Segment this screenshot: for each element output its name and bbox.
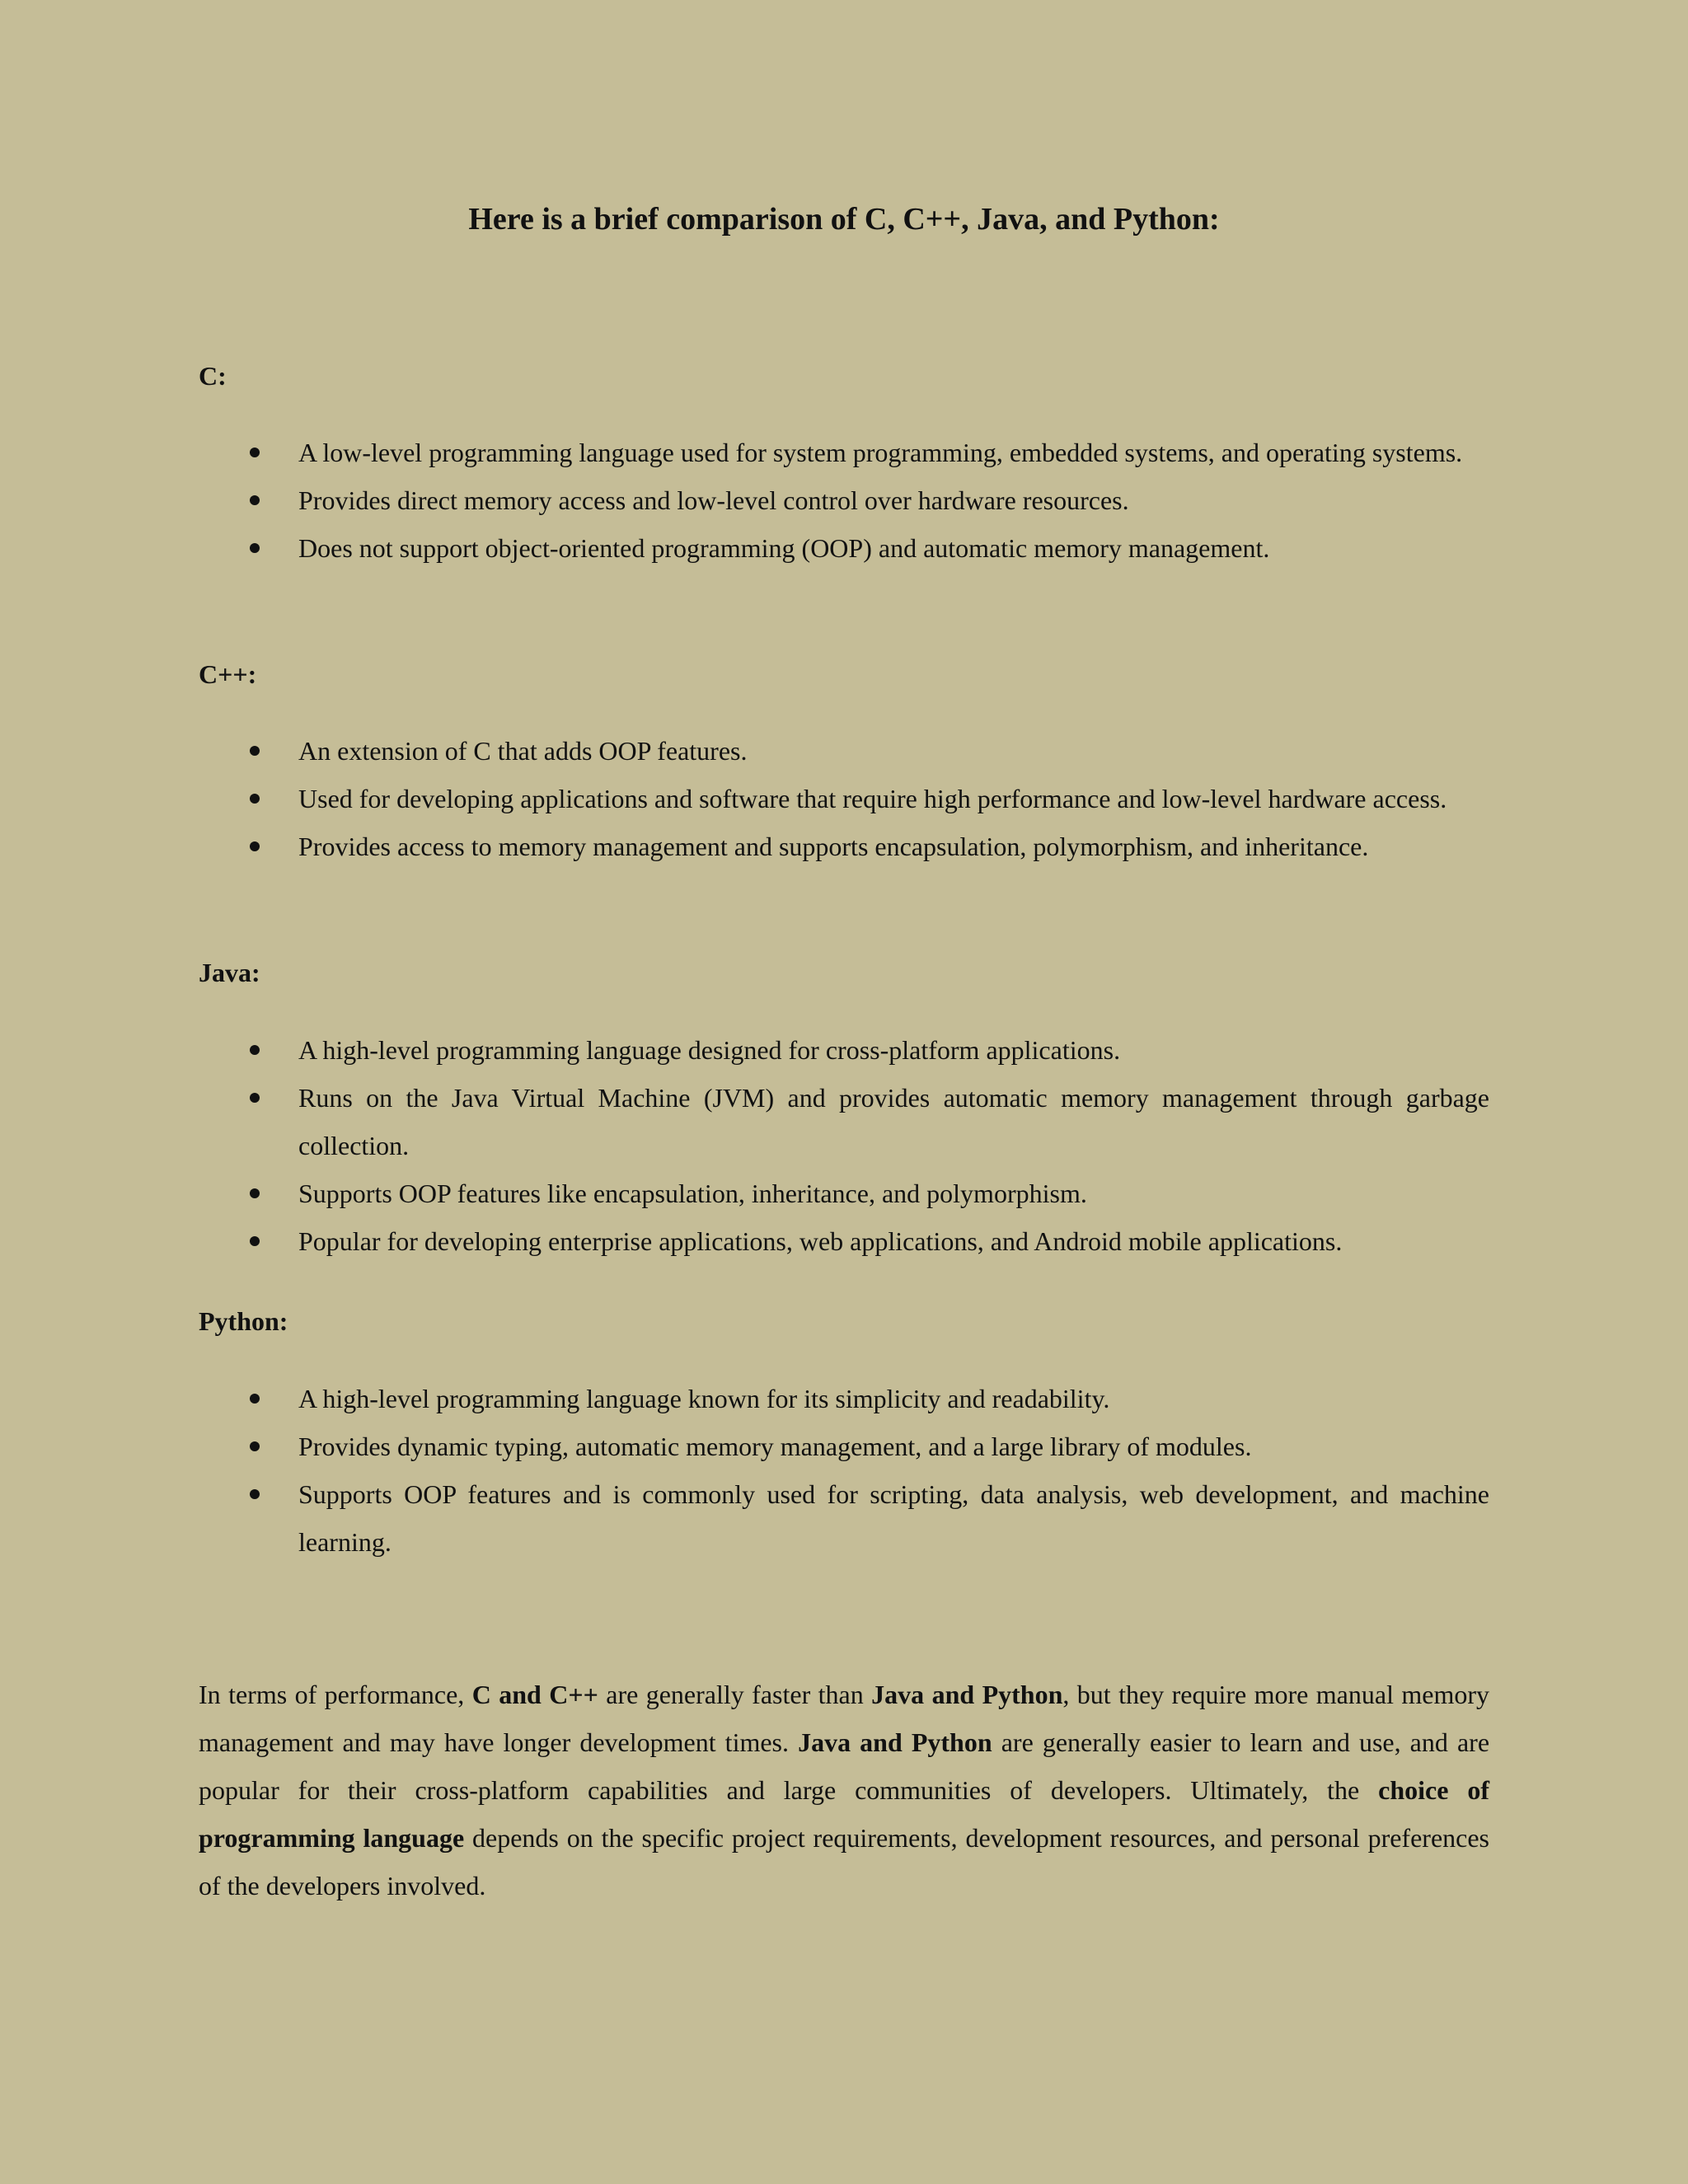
- list-item: [199, 429, 1489, 476]
- list-item: [199, 1169, 1489, 1217]
- bullet-icon: [250, 794, 260, 804]
- summary-paragraph: [199, 1671, 1489, 1910]
- bullet-icon: [250, 1093, 260, 1103]
- section-heading-c: C:: [199, 361, 227, 391]
- bullet-list-python: [199, 1375, 1489, 1566]
- bullet-icon: [250, 1394, 260, 1404]
- bullet-icon: [250, 1441, 260, 1451]
- page-title: Here is a brief comparison of C, C++, Java, and Python:: [468, 202, 1220, 237]
- summary-text: are generally faster than: [598, 1680, 872, 1709]
- list-item: [199, 727, 1489, 775]
- bullet-list-java: [199, 1026, 1489, 1265]
- bullet-list-c: [199, 429, 1489, 572]
- list-item: [199, 1074, 1489, 1169]
- bullet-icon: [250, 1489, 260, 1499]
- summary-text: In terms of performance,: [199, 1680, 472, 1709]
- list-item-text: Popular for developing enterprise applications, web applications, and Android mobile applications.: [298, 1226, 1343, 1256]
- list-item-text: Supports OOP features like encapsulation, inheritance, and polymorphism.: [298, 1179, 1087, 1208]
- bullet-list-cpp: [199, 727, 1489, 870]
- bullet-icon: [250, 495, 260, 505]
- summary-text: , but they require more manual memory management and may have longer development times.: [199, 1680, 1490, 1757]
- list-item: [199, 775, 1489, 823]
- summary-emphasis: C and C++: [471, 1680, 598, 1709]
- list-item-text: Supports OOP features and is commonly used for scripting, data analysis, web development, and machine learning.: [298, 1479, 1489, 1557]
- list-item-text: Provides access to memory management and supports encapsulation, polymorphism, and inheritance.: [298, 832, 1369, 861]
- bullet-icon: [250, 1188, 260, 1198]
- section-heading-java: Java:: [199, 958, 260, 987]
- list-item: [199, 1026, 1489, 1074]
- list-item: [199, 524, 1489, 572]
- summary-emphasis: Java and Python: [871, 1680, 1063, 1709]
- list-item-text: Runs on the Java Virtual Machine (JVM) and provides automatic memory management through garbage collection.: [298, 1083, 1489, 1160]
- summary-emphasis: Java and Python: [798, 1727, 992, 1757]
- list-item-text: A low-level programming language used for system programming, embedded systems, and operating systems.: [298, 438, 1463, 467]
- section-heading-python: Python:: [199, 1306, 288, 1336]
- list-item-text: An extension of C that adds OOP features.: [298, 736, 748, 766]
- list-item: [199, 823, 1489, 870]
- list-item: [199, 1422, 1489, 1470]
- list-item-text: Provides dynamic typing, automatic memory management, and a large library of modules.: [298, 1432, 1252, 1461]
- section-heading-cpp: C++:: [199, 659, 257, 689]
- bullet-icon: [250, 746, 260, 756]
- bullet-icon: [250, 841, 260, 851]
- bullet-icon: [250, 1045, 260, 1055]
- list-item-text: Used for developing applications and software that require high performance and low-level hardware access.: [298, 784, 1447, 813]
- bullet-icon: [250, 1236, 260, 1246]
- summary-text: depends on the specific project requirements, development resources, and personal preferences of the developers involved.: [199, 1823, 1490, 1900]
- bullet-icon: [250, 448, 260, 457]
- list-item: [199, 1217, 1489, 1265]
- summary-emphasis: choice of programming language: [199, 1775, 1489, 1853]
- list-item-text: Provides direct memory access and low-level control over hardware resources.: [298, 485, 1129, 515]
- summary-text: are generally easier to learn and use, and are popular for their cross-platform capabilities and large communities of developers. Ultimately, the: [199, 1727, 1490, 1805]
- list-item-text: Does not support object-oriented programming (OOP) and automatic memory management.: [298, 533, 1270, 563]
- list-item: [199, 1375, 1489, 1422]
- list-item-text: A high-level programming language designed for cross-platform applications.: [298, 1035, 1121, 1065]
- list-item: [199, 476, 1489, 524]
- bullet-icon: [250, 543, 260, 553]
- list-item: [199, 1470, 1489, 1566]
- list-item-text: A high-level programming language known for its simplicity and readability.: [298, 1384, 1110, 1413]
